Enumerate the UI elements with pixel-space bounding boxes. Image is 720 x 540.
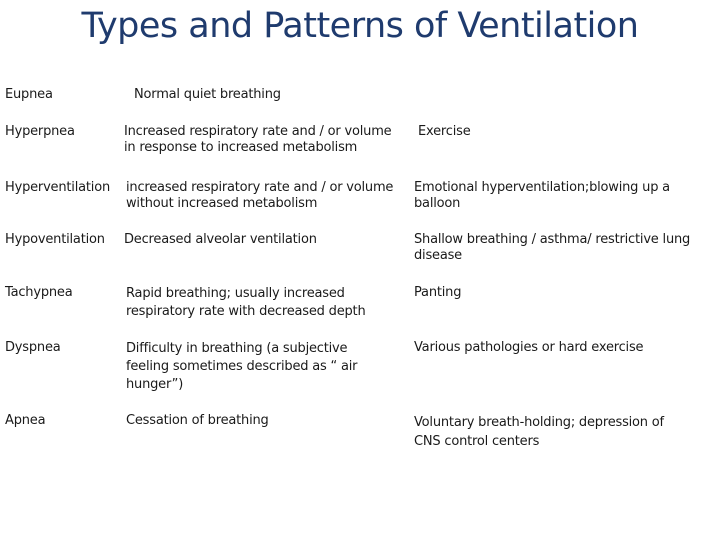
example-hyperventilation: Emotional hyperventilation;blowing up a balloon xyxy=(414,180,670,211)
term-apnea: Apnea xyxy=(5,413,46,428)
term-eupnea: Eupnea xyxy=(5,87,53,102)
term-dyspnea: Dyspnea xyxy=(5,340,61,355)
description-eupnea: Normal quiet breathing xyxy=(134,87,281,102)
page-title: Types and Patterns of Ventilation xyxy=(81,6,639,46)
term-hypoventilation: Hypoventilation xyxy=(5,232,105,247)
example-hyperpnea: Exercise xyxy=(418,124,471,139)
example-tachypnea: Panting xyxy=(414,285,462,300)
example-dyspnea: Various pathologies or hard exercise xyxy=(414,340,644,355)
description-hyperpnea: Increased respiratory rate and / or volume in response to increased metabolism xyxy=(124,124,392,155)
description-tachypnea: Rapid breathing; usually increased respiratory rate with decreased depth xyxy=(126,286,366,319)
example-apnea: Voluntary breath-holding; depression of CNS control centers xyxy=(414,415,664,449)
description-dyspnea: Difficulty in breathing (a subjective feeling sometimes described as “ air hunger”) xyxy=(126,341,358,392)
description-hyperventilation: increased respiratory rate and / or volume without increased metabolism xyxy=(126,180,394,211)
example-hypoventilation: Shallow breathing / asthma/ restrictive lung disease xyxy=(414,232,691,263)
term-tachypnea: Tachypnea xyxy=(5,285,73,300)
term-hyperventilation: Hyperventilation xyxy=(5,180,110,195)
description-hypoventilation: Decreased alveolar ventilation xyxy=(124,232,317,247)
term-hyperpnea: Hyperpnea xyxy=(5,124,75,139)
description-apnea: Cessation of breathing xyxy=(126,413,269,428)
